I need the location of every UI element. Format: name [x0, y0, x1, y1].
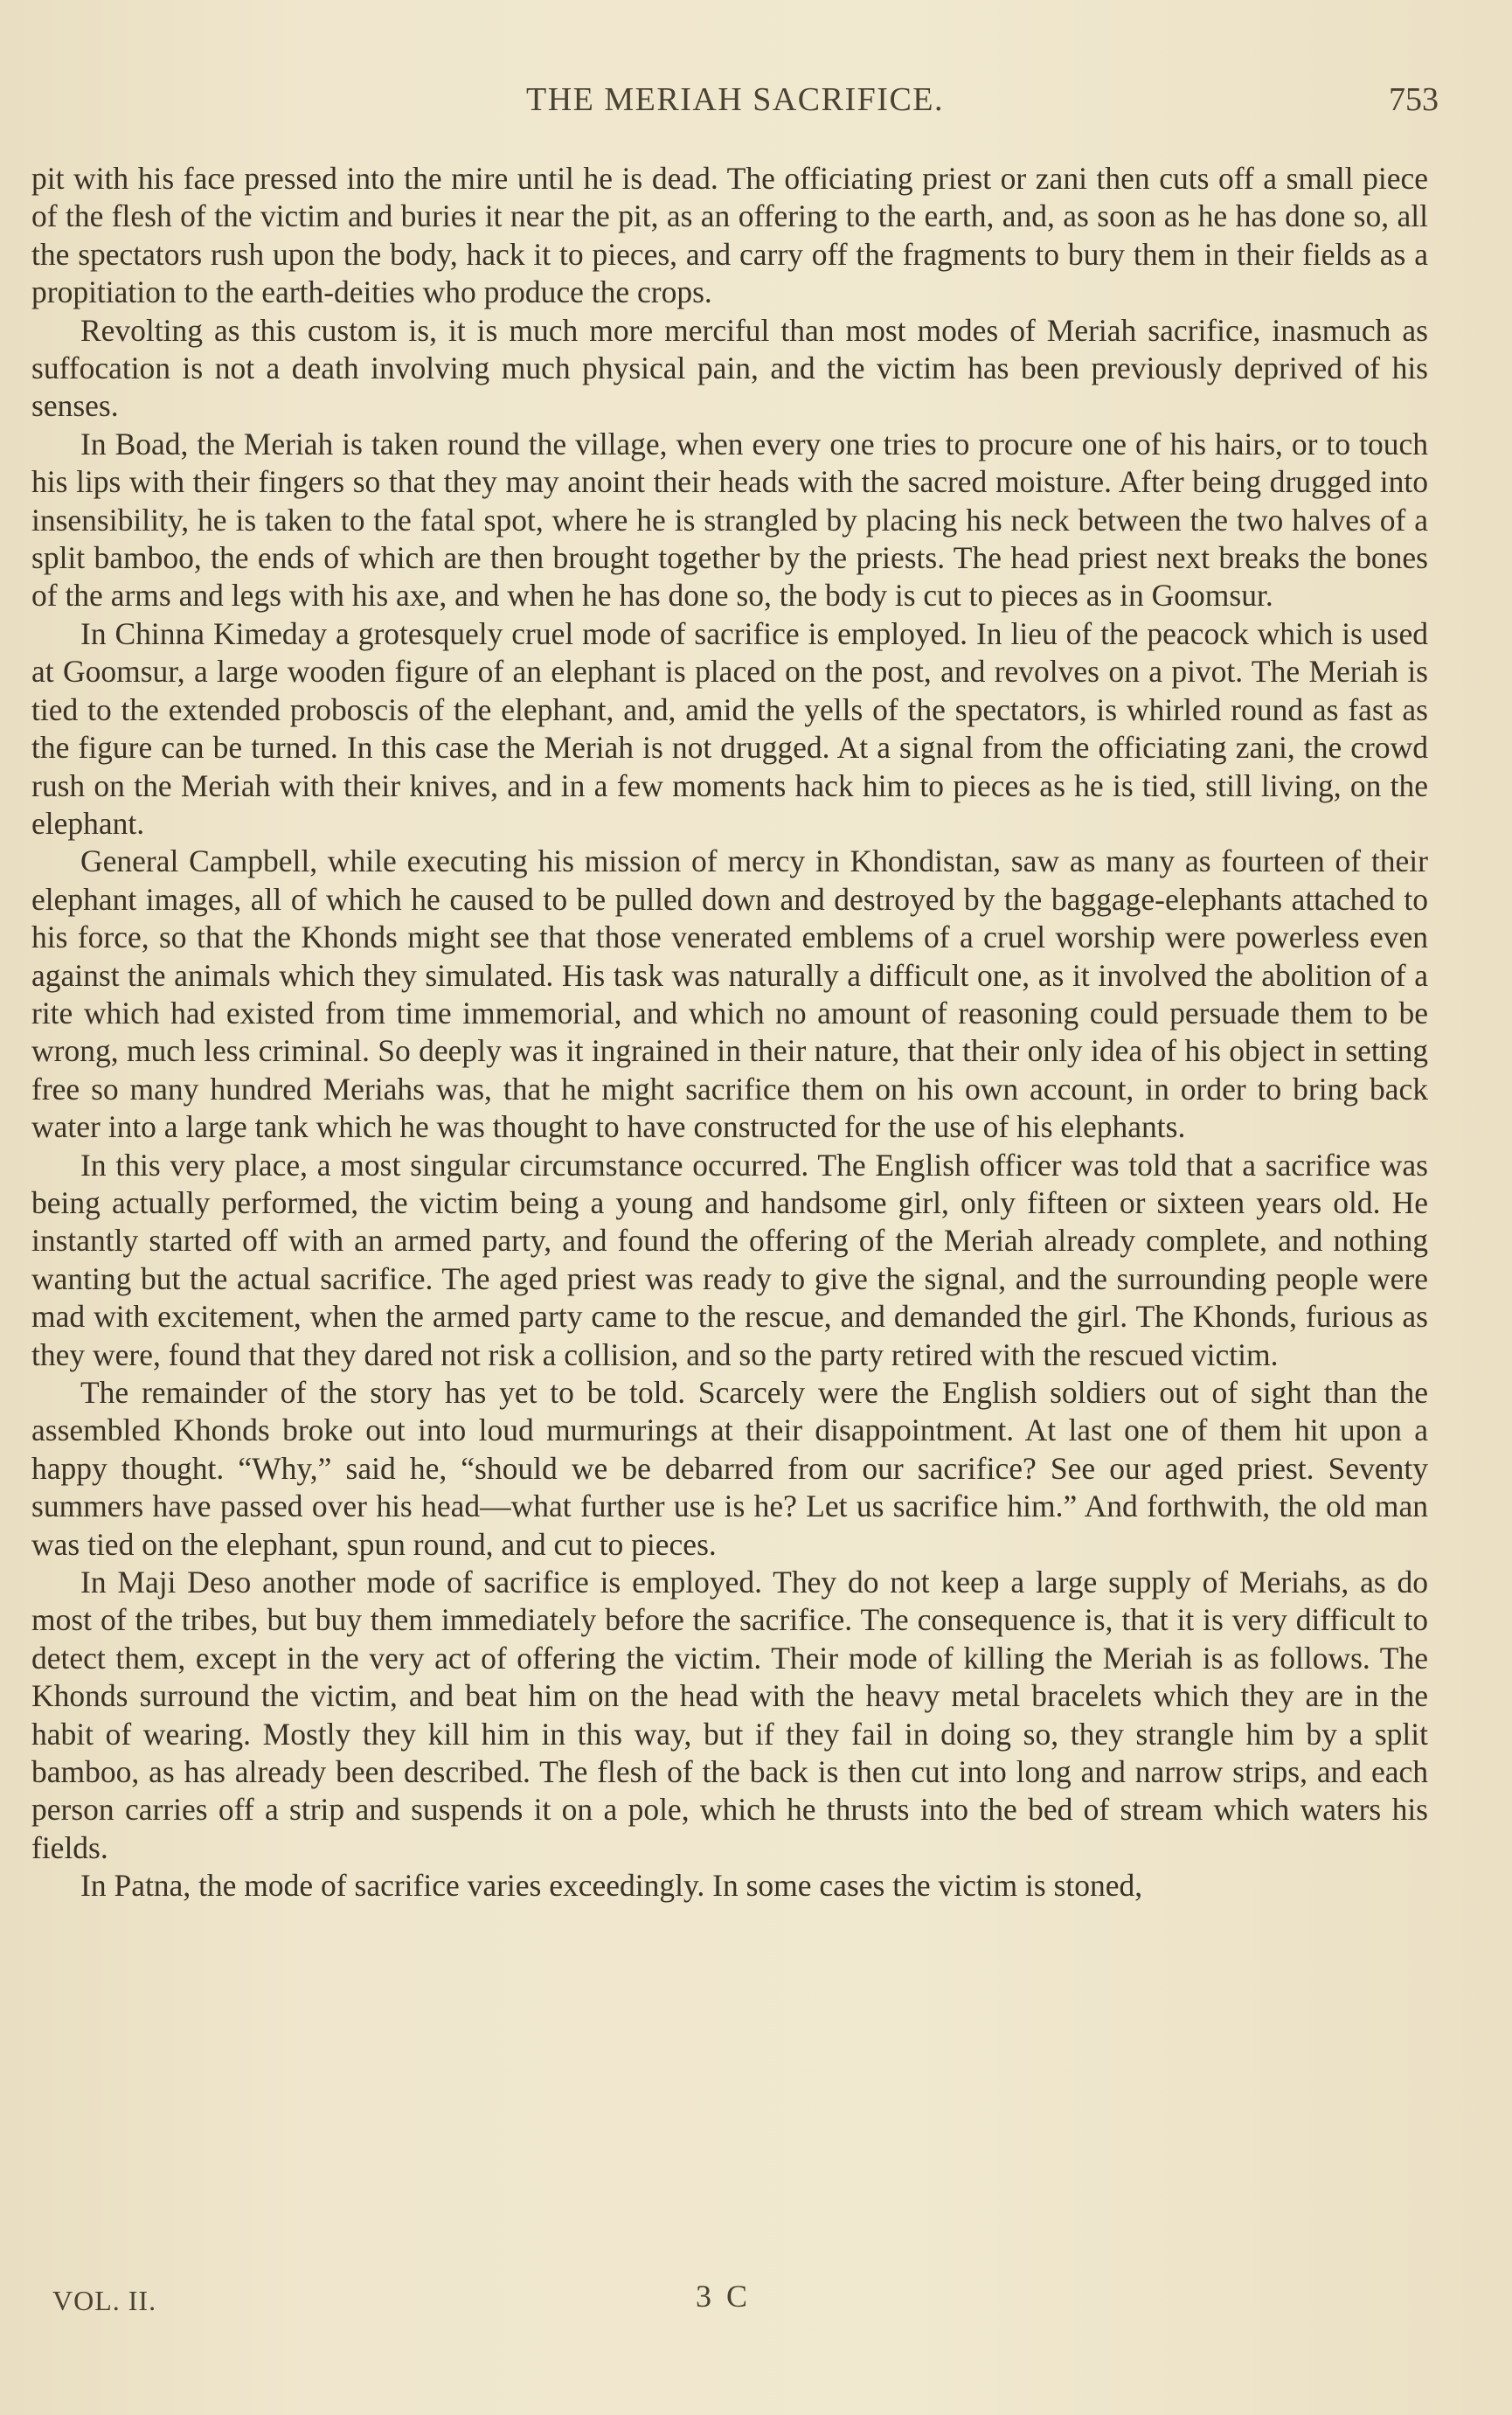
paragraph-2: Revolting as this custom is, it is much more merciful than most modes of Meriah sacrifice, inasmuch as suffocation is not a death involving much physical pain, and the victim has been previously deprived of his senses. [31, 312, 1428, 424]
page-number: 753 [1389, 81, 1439, 118]
running-title: THE MERIAH SACRIFICE. [525, 81, 945, 118]
paragraph-5: General Campbell, while executing his mission of mercy in Khondistan, saw as many as fourteen of their elephant images, all of which he caused to be pulled down and destroyed by the baggage-elephants attached to his force, so that the Khonds might see that those venerated emblems of a cruel worship were powerless even against the animals which they simulated. His task was naturally a difficult one, as it involved the abolition of a rite which had existed from time immemorial, and which no amount of reasoning could persuade them to be wrong, much less criminal. So deeply was it ingrained in their nature, that their only idea of his object in setting free so many hundred Meriahs was, that he might sacrifice them on his own account, in order to bring back water into a large tank which he was thought to have constructed for the use of his elephants. [31, 843, 1428, 1145]
body-text [31, 160, 1428, 1905]
volume-label: VOL. II. [52, 2285, 157, 2316]
page-footer [31, 2279, 1428, 2328]
running-header [31, 80, 1439, 133]
paragraph-4: In Chinna Kimeday a grotesquely cruel mode of sacrifice is employed. In lieu of the peacock which is used at Goomsur, a large wooden figure of an elephant is placed on the post, and revolves on a pivot. The Meriah is tied to the extended proboscis of the elephant, and, amid the yells of the spectators, is whirled round as fast as the figure can be turned. In this case the Meriah is not drugged. At a signal from the officiating zani, the crowd rush on the Meriah with their knives, and in a few moments hack him to pieces as he is tied, still living, on the elephant. [31, 615, 1428, 841]
paragraph-9: In Patna, the mode of sacrifice varies exceedingly. In some cases the victim is stoned, [80, 1868, 1143, 1904]
signature-mark: 3 C [696, 2279, 752, 2314]
paragraph-7: The remainder of the story has yet to be told. Scarcely were the English soldiers out of sight than the assembled Khonds broke out into loud murmurings at their disappointment. At last one of them hit upon a happy thought. “Why,” said he, “should we be debarred from our sacrifice? See our aged priest. Seventy summers have passed over his head—what further use is he? Let us sacrifice him.” And forthwith, the old man was tied on the elephant, spun round, and cut to pieces. [31, 1375, 1428, 1562]
paragraph-1: pit with his face pressed into the mire until he is dead. The officiating priest or zani then cuts off a small piece of the flesh of the victim and buries it near the pit, as an offering to the earth, and, as soon as he has done so, all the spectators rush upon the body, hack it to pieces, and carry off the fragments to bury them in their fields as a propitiation to the earth-deities who produce the crops. [31, 161, 1428, 310]
paragraph-6: In this very place, a most singular circumstance occurred. The English officer was told that a sacrifice was being actually performed, the victim being a young and handsome girl, only fifteen or sixteen years old. He instantly started off with an armed party, and found the offering of the Meriah already complete, and nothing wanting but the actual sacrifice. The aged priest was ready to give the signal, and the surrounding people were mad with excitement, when the armed party came to the rescue, and demanded the girl. The Khonds, furious as they were, found that they dared not risk a collision, and so the party retired with the rescued victim. [31, 1147, 1428, 1372]
paragraph-3: In Boad, the Meriah is taken round the village, when every one tries to procure one of his hairs, or to touch his lips with their fingers so that they may anoint their heads with the sacred moisture. After being drugged into insensibility, he is taken to the fatal spot, where he is strangled by placing his neck between the two halves of a split bamboo, the ends of which are then brought together by the priests. The head priest next breaks the bones of the arms and legs with his axe, and when he has done so, the body is cut to pieces as in Goomsur. [31, 426, 1428, 614]
paragraph-8: In Maji Deso another mode of sacrifice is employed. They do not keep a large supply of Meriahs, as do most of the tribes, but buy them immediately before the sacrifice. The consequence is, that it is very difficult to detect them, except in the very act of offering the victim. Their mode of killing the Meriah is as follows. The Khonds surround the victim, and beat him on the head with the heavy metal bracelets which they are in the habit of wearing. Mostly they kill him in this way, but if they fail in doing so, they strangle him by a split bamboo, as has already been described. The flesh of the back is then cut into long and narrow strips, and each person carries off a strip and suspends it on a pole, which he thrusts into the bed of stream which waters his fields. [31, 1565, 1428, 1865]
